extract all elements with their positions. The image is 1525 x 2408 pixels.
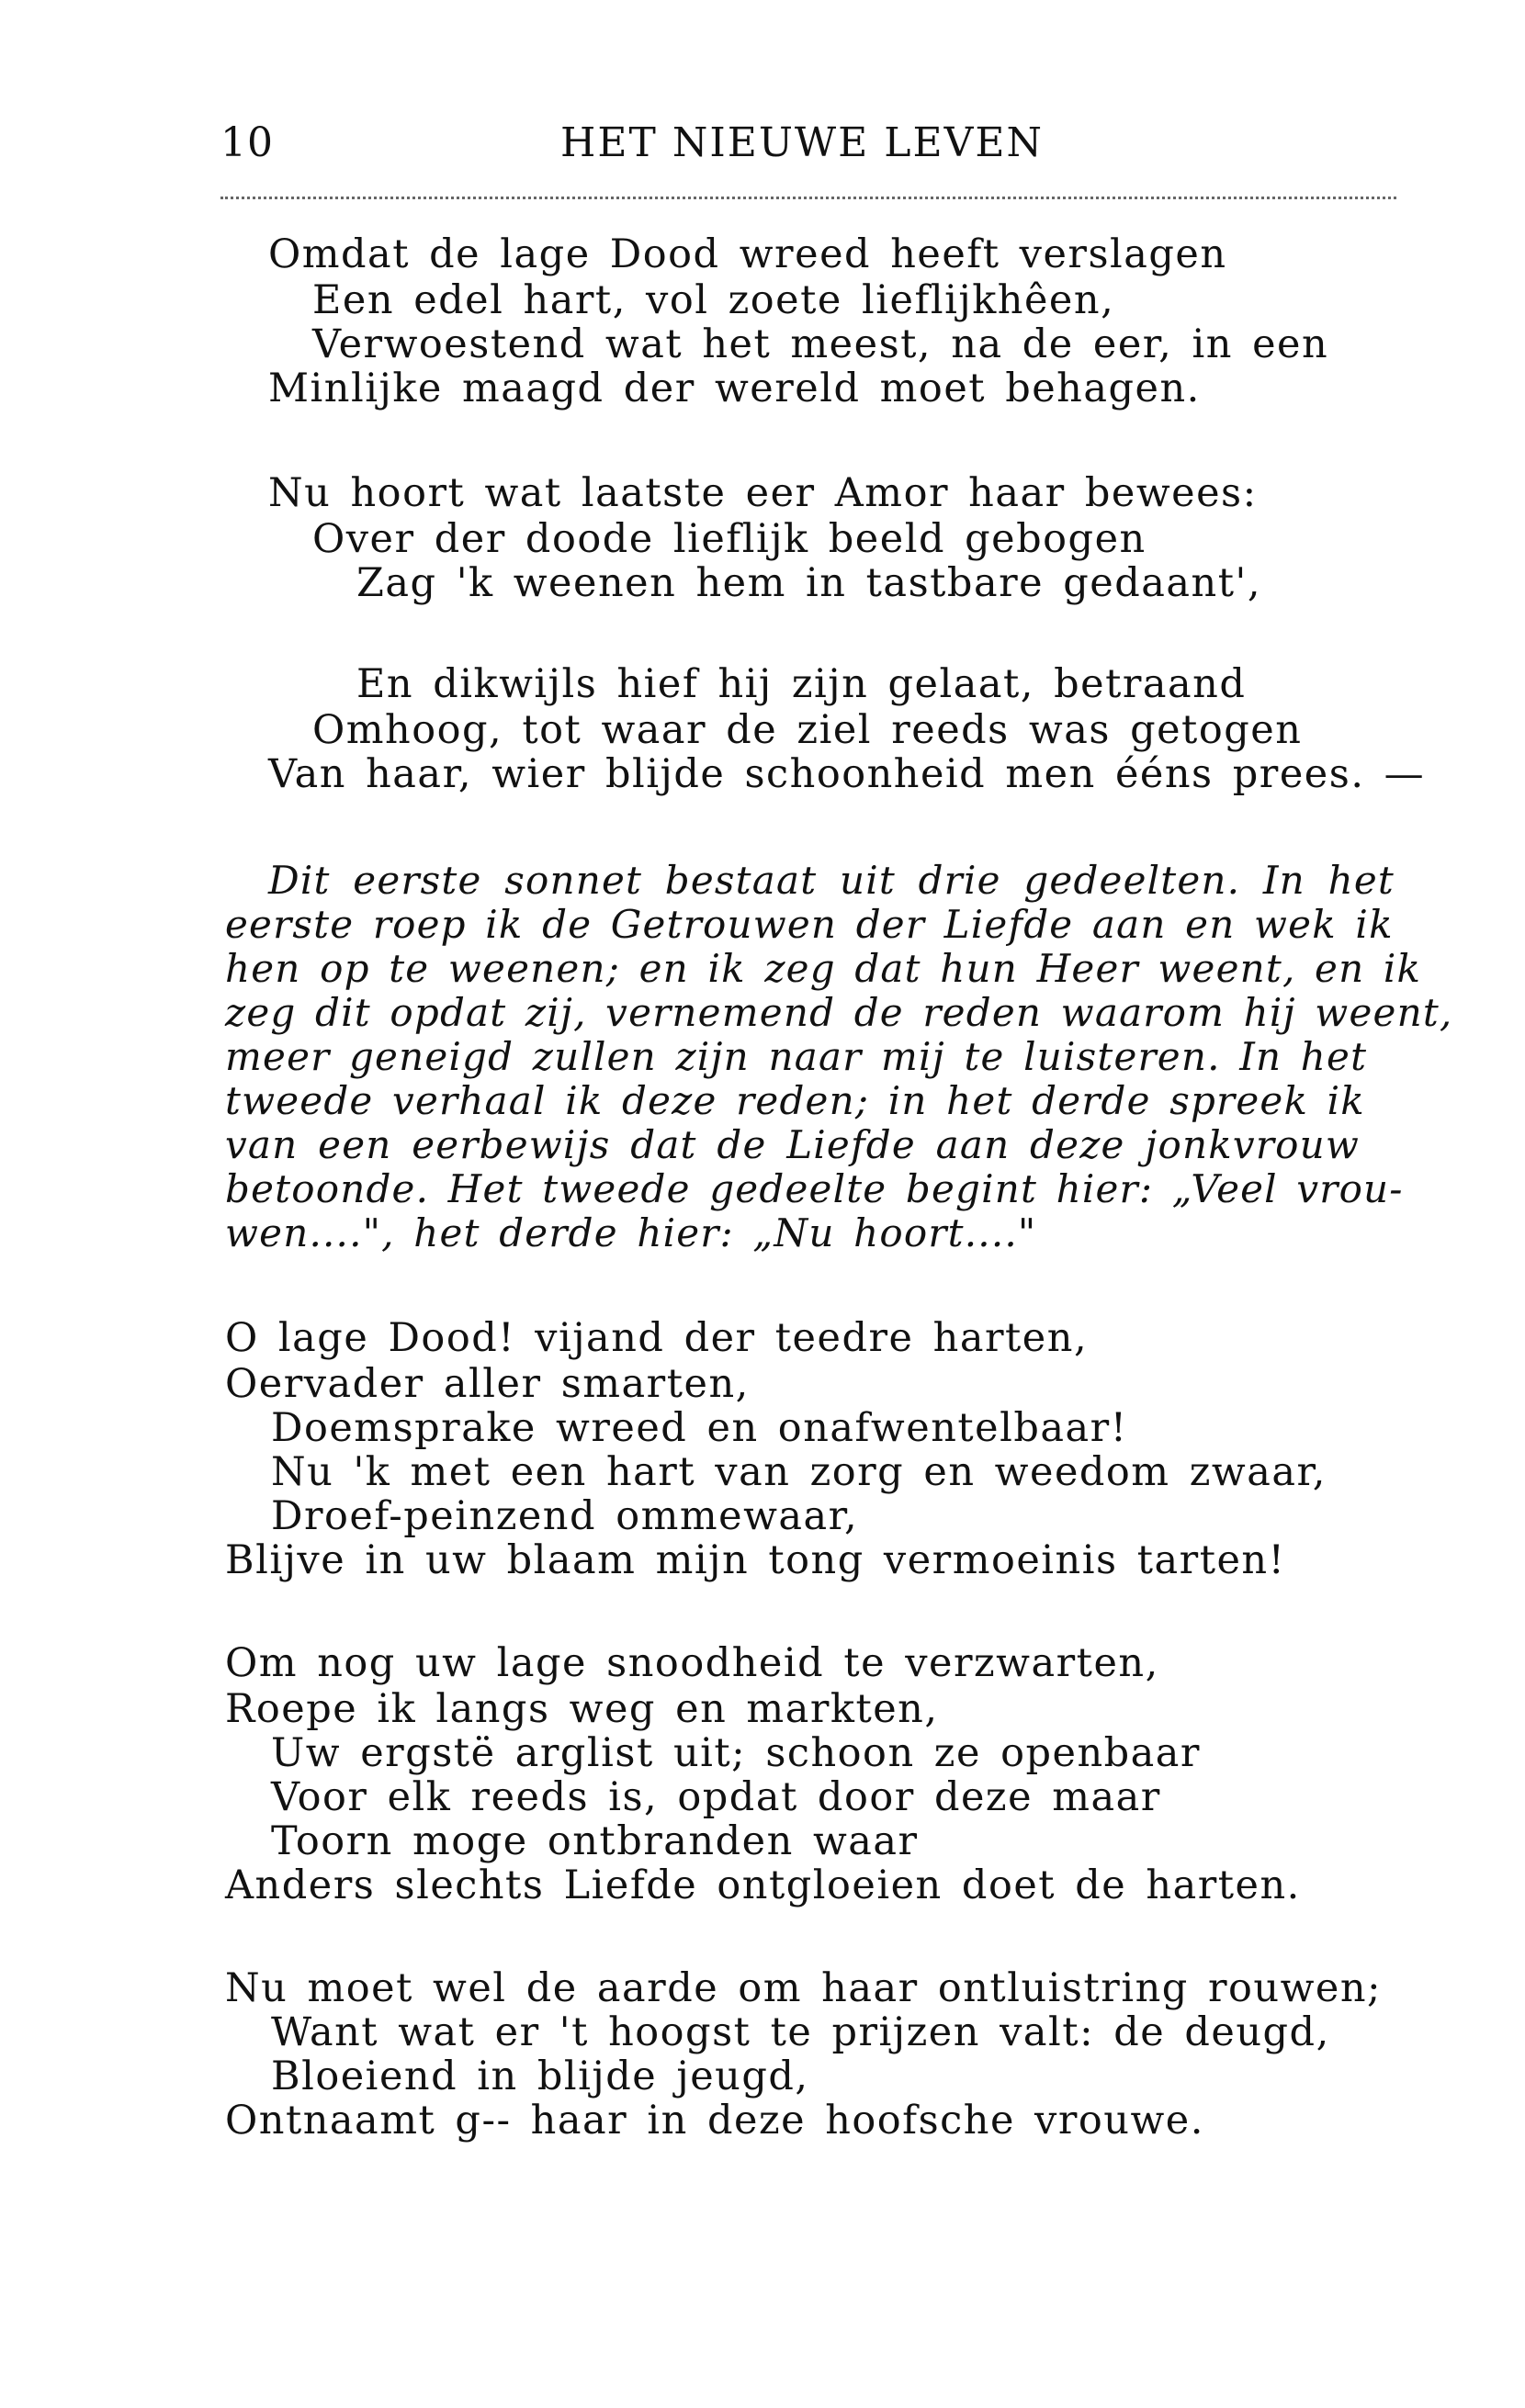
prose-line: meer geneigd zullen zijn naar mij te luisteren. In het xyxy=(225,1034,1368,1079)
verse-line: Om nog uw lage snoodheid te verzwarten, xyxy=(225,1640,1159,1686)
verse-line: Minlijke maagd der wereld moet behagen. xyxy=(268,366,1201,411)
verse-line: Droef-peinzend ommewaar, xyxy=(271,1493,859,1539)
prose-line: zeg dit opdat zij, vernemend de reden waarom hij weent, xyxy=(225,990,1453,1035)
verse-line: Roepe ik langs weg en markten, xyxy=(225,1686,939,1732)
verse-line: O lage Dood! vijand der teedre harten, xyxy=(225,1315,1089,1361)
verse-line: En dikwijls hief hij zijn gelaat, betraand xyxy=(356,661,1247,707)
verse-line: Van haar, wier blijde schoonheid men ééns prees. — xyxy=(268,751,1426,797)
verse-line: Uw ergstë arglist uit; schoon ze openbaar xyxy=(271,1730,1201,1776)
prose-line: betoonde. Het tweede gedeelte begint hier: „Veel vrou- xyxy=(225,1166,1404,1211)
verse-line: Doemsprake wreed en onafwentelbaar! xyxy=(271,1405,1128,1451)
verse-line: Ontnaamt g-- haar in deze hoofsche vrouwe. xyxy=(225,2098,1204,2144)
verse-line: Nu hoort wat laatste eer Amor haar bewees: xyxy=(268,470,1258,516)
verse-line: Oervader aller smarten, xyxy=(225,1361,750,1407)
verse-line: Een edel hart, vol zoete lieflijkhêen, xyxy=(312,277,1115,323)
prose-line: eerste roep ik de Getrouwen der Liefde aan en wek ik xyxy=(225,902,1394,947)
verse-line: Nu moet wel de aarde om haar ontluistring rouwen; xyxy=(225,1965,1383,2011)
verse-line: Bloeiend in blijde jeugd, xyxy=(271,2054,809,2099)
verse-line: Over der doode lieflijk beeld gebogen xyxy=(312,516,1147,562)
running-title: HET NIEUWE LEVEN xyxy=(560,119,1044,166)
prose-line: van een eerbewijs dat de Liefde aan deze jonkvrouw xyxy=(225,1122,1360,1167)
prose-line: hen op te weenen; en ik zeg dat hun Heer weent, en ik xyxy=(225,946,1422,991)
verse-line: Omdat de lage Dood wreed heeft verslagen xyxy=(268,231,1227,277)
verse-line: Voor elk reeds is, opdat door deze maar xyxy=(271,1774,1161,1820)
verse-line: Zag 'k weenen hem in tastbare gedaant', xyxy=(356,560,1261,606)
verse-line: Omhoog, tot waar de ziel reeds was getogen xyxy=(312,707,1303,753)
running-header xyxy=(220,119,1396,184)
verse-line: Verwoestend wat het meest, na de eer, in een xyxy=(312,321,1329,367)
verse-line: Toorn moge ontbranden waar xyxy=(271,1818,919,1864)
prose-line: wen....", het derde hier: „Nu hoort...." xyxy=(225,1210,1037,1255)
verse-line: Blijve in uw blaam mijn tong vermoeinis tarten! xyxy=(225,1537,1286,1583)
verse-line: Want wat er 't hoogst te prijzen valt: de deugd, xyxy=(271,2009,1330,2055)
verse-line: Anders slechts Liefde ontgloeien doet de harten. xyxy=(225,1862,1301,1908)
header-rule xyxy=(220,197,1396,199)
prose-line: tweede verhaal ik deze reden; in het derde spreek ik xyxy=(225,1078,1365,1123)
verse-line: Nu 'k met een hart van zorg en weedom zwaar, xyxy=(271,1449,1327,1495)
prose-line: Dit eerste sonnet bestaat uit drie gedeelten. In het xyxy=(268,858,1395,903)
page-number: 10 xyxy=(220,119,274,166)
